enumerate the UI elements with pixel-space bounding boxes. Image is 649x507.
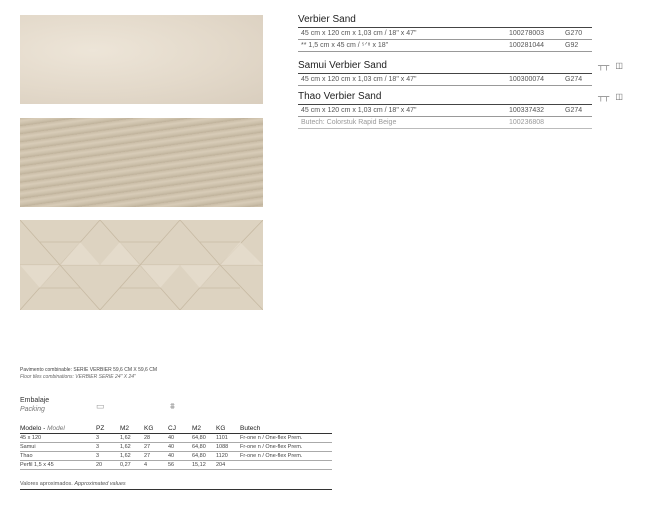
product-verbier-sand	[298, 14, 592, 52]
cell: 1088	[216, 443, 240, 452]
cell: 64,80	[192, 452, 216, 461]
cell: 20	[96, 461, 120, 470]
table-row	[20, 461, 332, 470]
usage-icons	[598, 61, 623, 71]
header-kg-pallet: KG	[216, 423, 240, 434]
box-icon: ▭	[96, 401, 105, 411]
code-cell: 100278003	[509, 30, 545, 37]
cell: 40	[168, 434, 192, 443]
product-row	[298, 105, 592, 117]
pallet-icon: ⩩	[170, 401, 175, 411]
product-row	[298, 40, 592, 52]
cell: Fr-one n / One-flex Prem.	[240, 434, 332, 443]
cell: 40	[168, 443, 192, 452]
cell: 28	[144, 434, 168, 443]
code-cell: 100236808	[509, 119, 545, 126]
ref-cell: G274	[565, 76, 583, 83]
cell: 56	[168, 461, 192, 470]
wall-tile-icon: ┬┬	[598, 61, 610, 70]
cell	[240, 461, 332, 470]
header-model: Modelo - Model	[20, 423, 96, 434]
cell: Thao	[20, 452, 96, 461]
bathtub-icon: ◫	[615, 92, 623, 101]
cell: Samui	[20, 443, 96, 452]
size-cell: 45 cm x 120 cm x 1,03 cm / 18" x 47"	[301, 30, 417, 37]
cell: 4	[144, 461, 168, 470]
samui-verbier-sand-tile-image	[20, 118, 263, 207]
cell: 1120	[216, 452, 240, 461]
code-cell: 100300074	[509, 76, 545, 83]
bathtub-icon: ◫	[615, 61, 623, 70]
cell: Fr-one n / One-flex Prem.	[240, 452, 332, 461]
cell: Perfil 1,5 x 45	[20, 461, 96, 470]
header-cj: CJ	[168, 423, 192, 434]
header-kg: KG	[144, 423, 168, 434]
verbier-sand-tile-image	[20, 15, 263, 104]
cell: 1,62	[120, 452, 144, 461]
table-row	[20, 452, 332, 461]
cell: 27	[144, 452, 168, 461]
cell: 1,62	[120, 443, 144, 452]
product-row	[298, 74, 592, 86]
cell: 0,27	[120, 461, 144, 470]
approximate-values-note: Valores aproximados. Approximated values	[20, 480, 332, 490]
product-row	[298, 28, 592, 40]
product-thao-verbier-sand	[298, 91, 592, 129]
packing-label-en: Packing	[20, 406, 45, 413]
header-m2-pallet: M2	[192, 423, 216, 434]
product-title: Thao Verbier Sand	[298, 91, 592, 105]
cell: 1,62	[120, 434, 144, 443]
header-butech: Butech	[240, 423, 332, 434]
packing-label: Embalaje	[20, 397, 50, 404]
cell: 1101	[216, 434, 240, 443]
cell: 3	[96, 452, 120, 461]
code-cell: 100281044	[509, 42, 545, 49]
size-cell: 45 cm x 120 cm x 1,03 cm / 18" x 47"	[301, 76, 417, 83]
wall-tile-icon: ┬┬	[598, 92, 610, 101]
code-cell: 100337432	[509, 107, 545, 114]
packing-table	[20, 423, 332, 470]
product-title: Verbier Sand	[298, 14, 592, 28]
header-m2: M2	[120, 423, 144, 434]
table-header-row	[20, 423, 332, 434]
cell: 3	[96, 443, 120, 452]
ref-cell: G274	[565, 107, 583, 114]
product-samui-verbier-sand	[298, 60, 592, 86]
table-row	[20, 443, 332, 452]
size-cell: ** 1,5 cm x 45 cm / ⁵ᐟ⁸ x 18"	[301, 42, 389, 49]
floor-combination-note: Pavimento combinable: SERIE VERBIER 59,6 CM X 59,6 CM	[20, 367, 158, 373]
cell: 3	[96, 434, 120, 443]
cell: 64,80	[192, 443, 216, 452]
table-row	[20, 434, 332, 443]
cell: 15,12	[192, 461, 216, 470]
cell: 40	[168, 452, 192, 461]
usage-icons	[598, 92, 623, 102]
cell: 27	[144, 443, 168, 452]
ref-cell: G270	[565, 30, 583, 37]
product-title: Samui Verbier Sand	[298, 60, 592, 74]
size-cell: 45 cm x 120 cm x 1,03 cm / 18" x 47"	[301, 107, 417, 114]
cell: 204	[216, 461, 240, 470]
size-cell: Butech: Colorstuk Rapid Beige	[301, 119, 397, 126]
floor-combination-note-en: Floor tiles combinations: VERBIER SERIE 24" X 24"	[20, 374, 136, 380]
cell: 64,80	[192, 434, 216, 443]
cell: Fr-one n / One-flex Prem.	[240, 443, 332, 452]
thao-verbier-sand-tile-image	[20, 220, 263, 310]
cell: 45 x 120	[20, 434, 96, 443]
header-pz: PZ	[96, 423, 120, 434]
product-row	[298, 117, 592, 129]
ref-cell: G92	[565, 42, 579, 49]
